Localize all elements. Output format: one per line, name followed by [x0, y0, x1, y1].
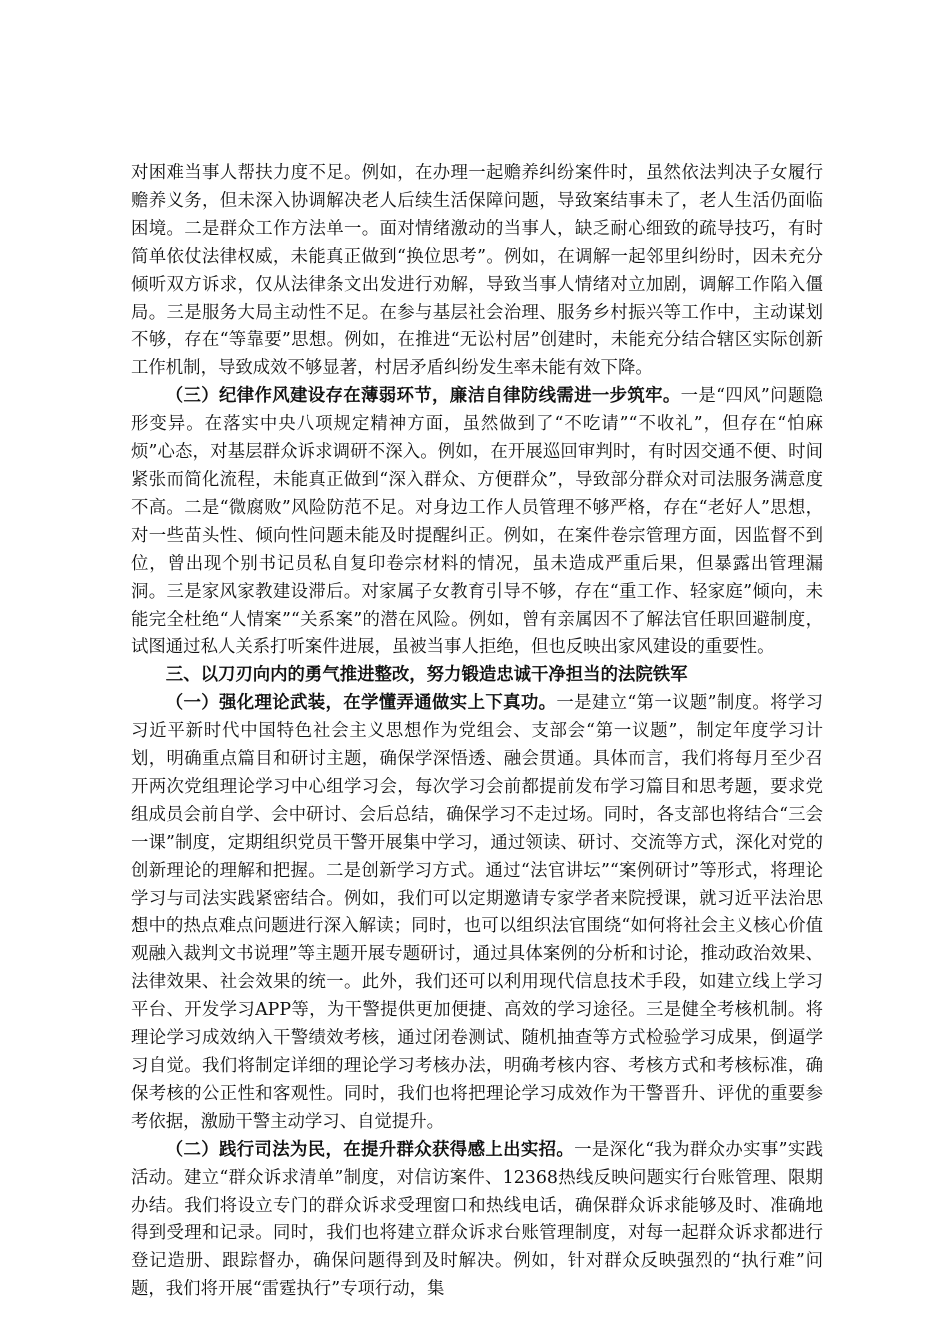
paragraph-lead: （一）强化理论武装，在学懂弄通做实上下真功。 — [165, 693, 557, 714]
paragraph-theory-study — [131, 690, 823, 1137]
paragraph-continuation — [131, 160, 823, 383]
document-page — [131, 160, 823, 1304]
paragraph-lead: （二）践行司法为民，在提升群众获得感上出实招。 — [165, 1139, 575, 1160]
section-heading: 三、以刀刃向内的勇气推进整改，努力锻造忠诚干净担当的法院铁军 — [165, 665, 688, 686]
paragraph-justice-for-people — [131, 1137, 823, 1304]
paragraph-discipline-style — [131, 383, 823, 662]
paragraph-text: 一是深化“我为群众办实事”实践活动。建立“群众诉求清单”制度，对信访案件、12368热线反映问题实行台账管理、限期办结。我们将设立专门的群众诉求受理窗口和热线电话，确保群众诉求能够及时、准确地得到受理和记录。同时，我们也将建立群众诉求台账管理制度，对每一起群众诉求都进行登记造册、跟踪督办，确保问题得到及时解决。例如，针对群众反映强烈的“执行难”问题，我们将开展“雷霆执行”专项行动，集 — [131, 1139, 823, 1300]
paragraph-text: 一是建立“第一议题”制度。将学习习近平新时代中国特色社会主义思想作为党组会、支部会“第一议题”，制定年度学习计划，明确重点篇目和研讨主题，确保学深悟透、融会贯通。具体而言，我们将每月至少召开两次党组理论学习中心组学习会，每次学习会前都提前发布学习篇目和思考题，要求党组成员会前自学、会中研讨、会后总结，确保学习不走过场。同时，各支部也将结合“三会一课”制度，定期组织党员干警开展集中学习，通过领读、研讨、交流等方式，深化对党的创新理论的理解和把握。二是创新学习方式。通过“法官讲坛”“案例研讨”等形式，将理论学习与司法实践紧密结合。例如，我们可以定期邀请专家学者来院授课，就习近平法治思想中的热点难点问题进行深入解读；同时，也可以组织法官围绕“如何将社会主义核心价值观融入裁判文书说理”等主题开展专题研讨，通过具体案例的分析和讨论，推动政治效果、法律效果、社会效果的统一。此外，我们还可以利用现代信息技术手段，如建立线上学习平台、开发学习APP等，为干警提供更加便捷、高效的学习途径。三是健全考核机制。将理论学习成效纳入干警绩效考核，通过闭卷测试、随机抽查等方式检验学习成果，倒逼学习自觉。我们将制定详细的理论学习考核办法，明确考核内容、考核方式和考核标准，确保考核的公正性和客观性。同时，我们也将把理论学习成效作为干警晋升、评优的重要参考依据，激励干警主动学习、自觉提升。 — [131, 693, 823, 1132]
paragraph-text: 对困难当事人帮扶力度不足。例如，在办理一起赡养纠纷案件时，虽然依法判决子女履行赡养义务，但未深入协调解决老人后续生活保障问题，导致案结事未了，老人生活仍面临困境。二是群众工作方法单一。面对情绪激动的当事人，缺乏耐心细致的疏导技巧，有时简单依仗法律权威，未能真正做到“换位思考”。例如，在调解一起邻里纠纷时，因未充分倾听双方诉求，仅从法律条文出发进行劝解，导致当事人情绪对立加剧，调解工作陷入僵局。三是服务大局主动性不足。在参与基层社会治理、服务乡村振兴等工作中，主动谋划不够，存在“等靠要”思想。例如，在推进“无讼村居”创建时，未能充分结合辖区实际创新工作机制，导致成效不够显著，村居矛盾纠纷发生率未能有效下降。 — [131, 163, 823, 379]
paragraph-text: 一是“四风”问题隐形变异。在落实中央八项规定精神方面，虽然做到了“不吃请”“不收礼”，但存在“怕麻烦”心态，对基层群众诉求调研不深入。例如，在开展巡回审判时，有时因交通不便、时间紧张而简化流程，未能真正做到“深入群众、方便群众”，导致部分群众对司法服务满意度不高。二是“微腐败”风险防范不足。对身边工作人员管理不够严格，存在“老好人”思想，对一些苗头性、倾向性问题未能及时提醒纠正。例如，在案件卷宗管理方面，因监督不到位，曾出现个别书记员私自复印卷宗材料的情况，虽未造成严重后果，但暴露出管理漏洞。三是家风家教建设滞后。对家属子女教育引导不够，存在“重工作、轻家庭”倾向，未能完全杜绝“人情案”“关系案”的潜在风险。例如，曾有亲属因不了解法官任职回避制度，试图通过私人关系打听案件进展，虽被当事人拒绝，但也反映出家风建设的重要性。 — [131, 386, 823, 658]
paragraph-lead: （三）纪律作风建设存在薄弱环节，廉洁自律防线需进一步筑牢。 — [165, 386, 681, 407]
